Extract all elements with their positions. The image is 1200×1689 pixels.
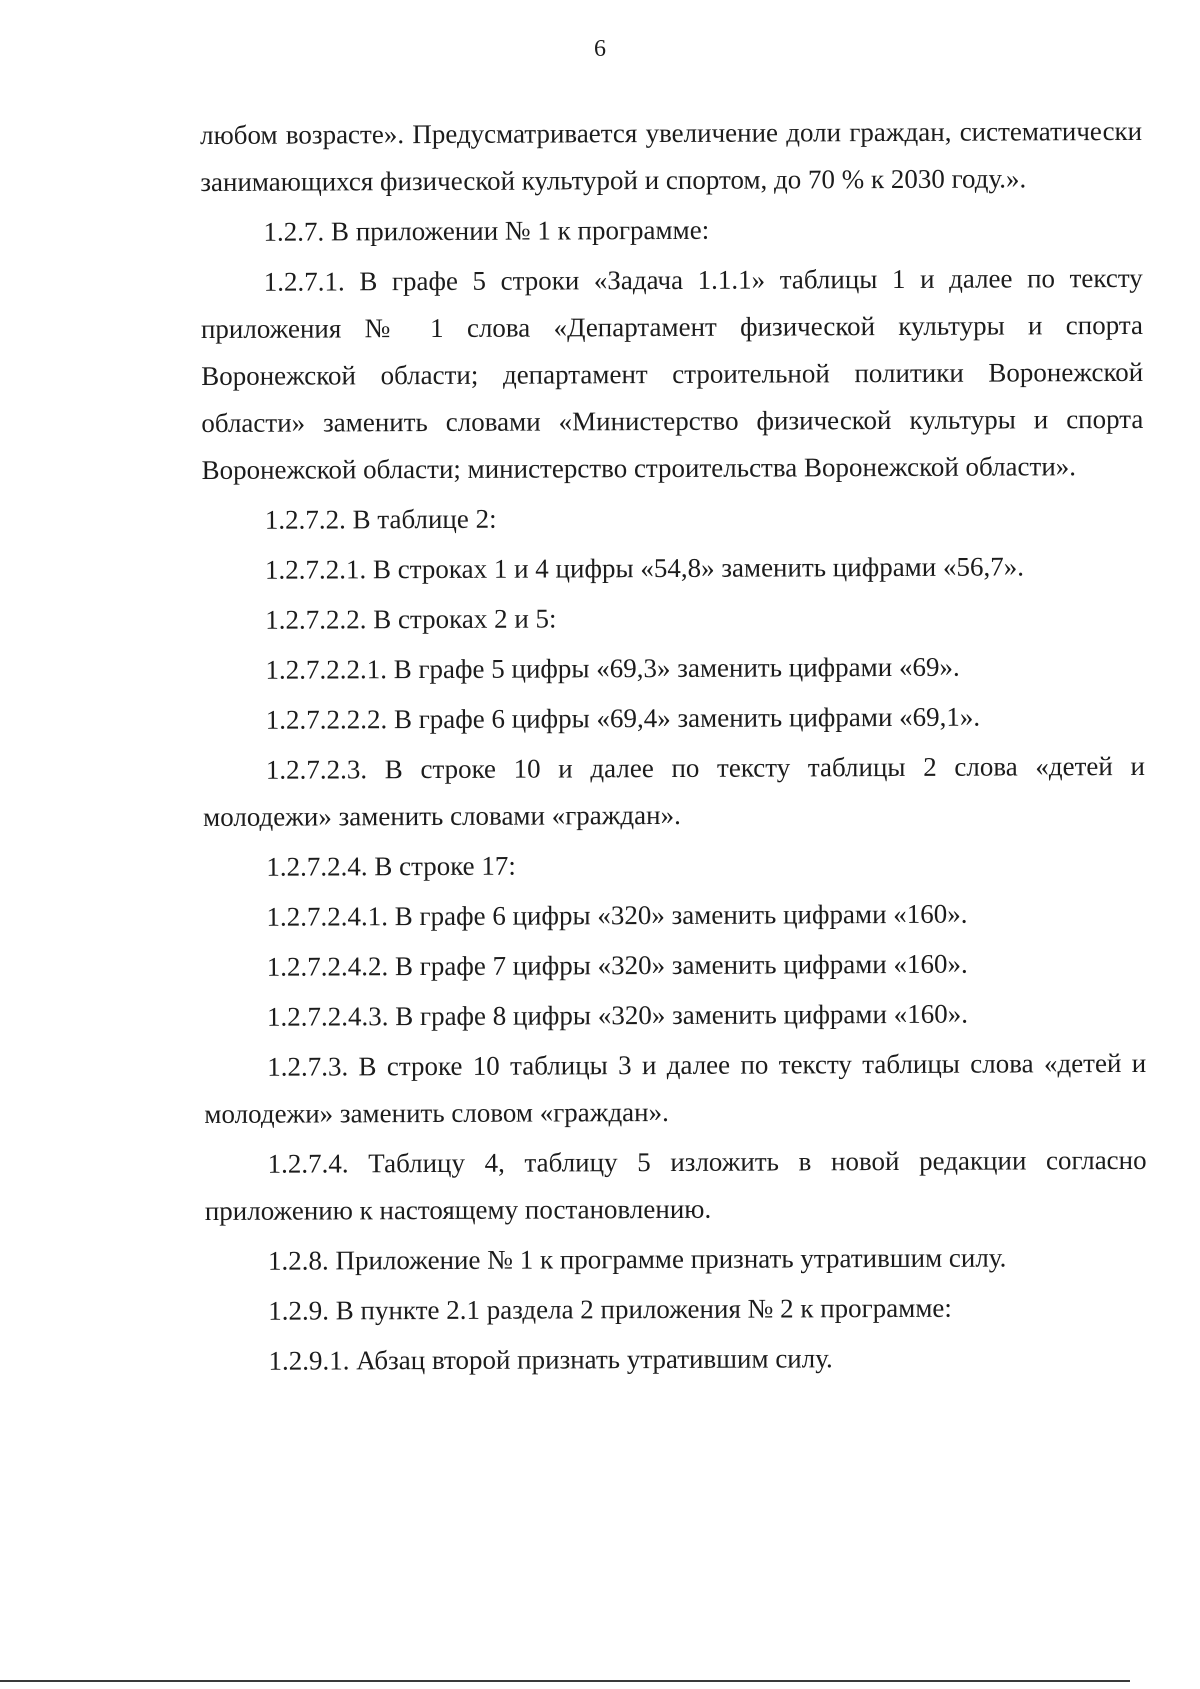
paragraph: 1.2.7. В приложении № 1 к программе:: [263, 214, 710, 247]
paragraph: 1.2.7.1. В графе 5 строки «Задача 1.1.1» таблицы 1 и далее по тексту приложения № 1 слова «Департамент физической культуры и спорта Воронежской области; департамент строительной политики Воронежской области» заменить словами «Министерство физической культуры и спорта Воронежской области; министерство строительства Воронежской области».: [200, 262, 1144, 485]
paragraph: 1.2.7.2.4.2. В графе 7 цифры «320» заменить цифрами «160».: [266, 948, 968, 982]
paragraph: 1.2.7.2. В таблице 2:: [264, 503, 497, 535]
paragraph: 1.2.8. Приложение № 1 к программе признать утратившим силу.: [267, 1242, 1007, 1276]
page-number: 6: [594, 36, 606, 62]
document-body: [200, 108, 1148, 1388]
paragraph: 1.2.7.2.3. В строке 10 и далее по тексту таблицы 2 слова «детей и молодежи» заменить словами «граждан».: [203, 750, 1145, 832]
paragraph: 1.2.9. В пункте 2.1 раздела 2 приложения № 2 к программе:: [268, 1292, 952, 1326]
paragraph: 1.2.7.3. В строке 10 таблицы 3 и далее по тексту таблицы слова «детей и молодежи» заменить словом «граждан».: [204, 1047, 1147, 1129]
paragraph: 1.2.7.2.1. В строках 1 и 4 цифры «54,8» заменить цифрами «56,7».: [264, 551, 1025, 585]
paragraph: 1.2.7.2.2.2. В графе 6 цифры «69,4» заменить цифрами «69,1».: [265, 701, 981, 735]
paragraph: 1.2.7.2.4. В строке 17:: [266, 850, 516, 882]
paragraph: 1.2.7.2.4.1. В графе 6 цифры «320» заменить цифрами «160».: [266, 898, 968, 932]
scan-edge-line: [0, 1680, 1130, 1682]
paragraph: 1.2.7.4. Таблицу 4, таблицу 5 изложить в новой редакции согласно приложению к настоящему постановлению.: [204, 1144, 1147, 1226]
paragraph: любом возрасте». Предусматривается увеличение доли граждан, систематически занимающихся физической культурой и спортом, до 70 % к 2030 году.».: [200, 115, 1143, 197]
paragraph: 1.2.7.2.4.3. В графе 8 цифры «320» заменить цифрами «160».: [266, 998, 968, 1032]
paragraph: 1.2.9.1. Абзац второй признать утратившим силу.: [268, 1343, 833, 1376]
paragraph: 1.2.7.2.2.1. В графе 5 цифры «69,3» заменить цифрами «69».: [265, 651, 960, 685]
paragraph: 1.2.7.2.2. В строках 2 и 5:: [265, 603, 557, 635]
